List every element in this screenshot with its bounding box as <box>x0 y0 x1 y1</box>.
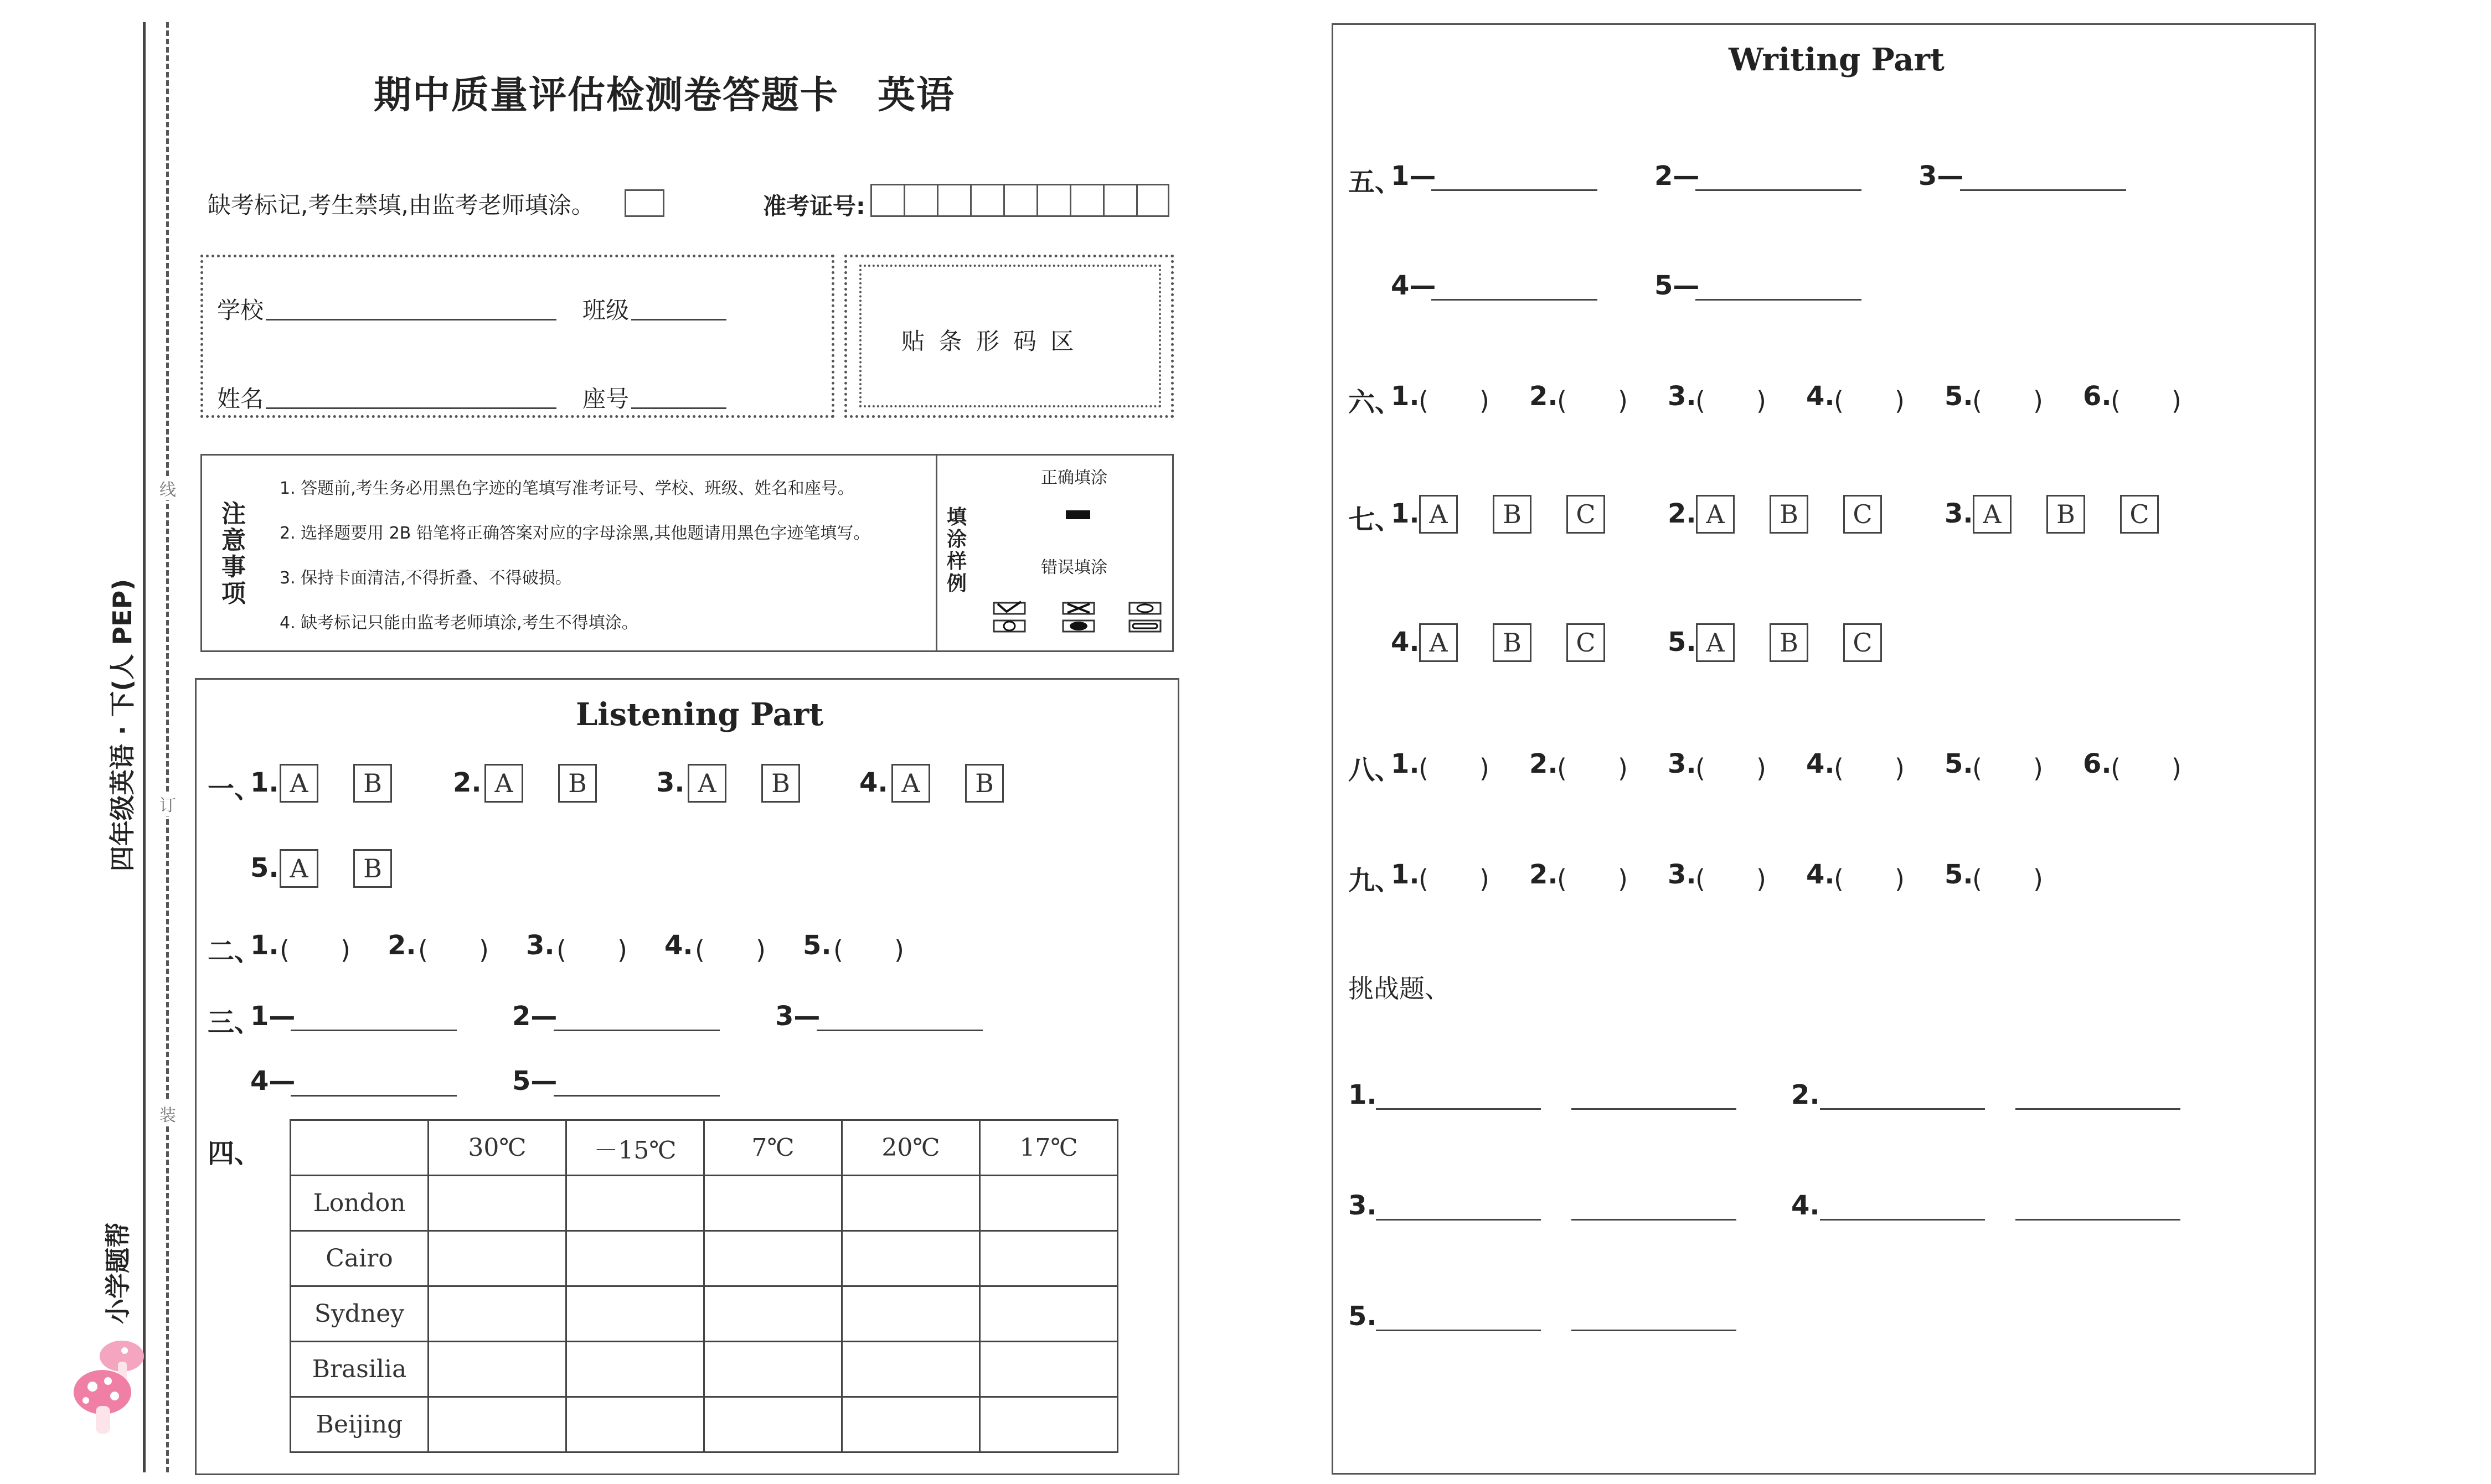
city-label: London <box>291 1176 429 1231</box>
s1-q5-option-b[interactable]: B <box>353 849 392 888</box>
mushroom-icon <box>69 1328 152 1439</box>
cut-mark-ding: 订 <box>159 792 176 816</box>
s1-q5: 5. <box>250 852 279 883</box>
s7-q4-option-c[interactable]: C <box>1566 623 1605 662</box>
table-cell[interactable] <box>704 1231 842 1286</box>
challenge-q4: 4. <box>1791 1190 1820 1221</box>
s9-label: 九、 <box>1348 865 1402 896</box>
table-corner <box>291 1120 429 1176</box>
city-label: Sydney <box>291 1286 429 1342</box>
s6-q1: 1. <box>1391 381 1420 412</box>
notice-item-2: 2. 选择题要用 2B 铅笔将正确答案对应的字母涂黑,其他题请用黑色字迹笔填写。 <box>280 524 870 543</box>
s7-q1: 1. <box>1391 498 1420 529</box>
table-cell[interactable] <box>842 1286 980 1342</box>
s1-q4: 4. <box>859 767 888 798</box>
challenge-q1-field-b[interactable] <box>1571 1108 1736 1110</box>
s1-q1-option-a[interactable]: A <box>280 764 318 803</box>
s6-q1-answer[interactable]: ( ) <box>1419 386 1489 416</box>
s9-q4: 4. <box>1806 859 1835 890</box>
s1-q1: 1. <box>250 767 279 798</box>
s3-q5: 5— <box>512 1066 558 1097</box>
s1-q5-option-a[interactable]: A <box>280 849 318 888</box>
s5-q4: 4— <box>1391 270 1436 301</box>
table-row <box>291 1342 1118 1397</box>
s7-q1-option-c[interactable]: C <box>1566 495 1605 534</box>
s7-q2-option-a[interactable]: A <box>1696 495 1735 534</box>
s6-label: 六、 <box>1348 387 1402 418</box>
challenge-q1-field-a[interactable] <box>1376 1108 1541 1110</box>
s8-q2: 2. <box>1529 748 1558 779</box>
s8-q5: 5. <box>1945 748 1973 779</box>
s7-q2: 2. <box>1668 498 1696 529</box>
s1-q3-option-a[interactable]: A <box>688 764 726 803</box>
temp-header: 20℃ <box>842 1120 980 1176</box>
table-cell[interactable] <box>980 1397 1118 1452</box>
s3-q5-field[interactable] <box>554 1095 720 1097</box>
s5-q1: 1— <box>1391 161 1436 192</box>
s1-label: 一、 <box>208 773 261 804</box>
challenge-q4-field-a[interactable] <box>1820 1219 1985 1221</box>
table-cell[interactable] <box>566 1397 704 1452</box>
s3-q4-field[interactable] <box>291 1095 457 1097</box>
seat-field[interactable] <box>631 407 726 409</box>
spine-dashed-line <box>166 22 169 1472</box>
s8-q3-answer[interactable]: ( ) <box>1695 753 1766 783</box>
table-cell[interactable] <box>566 1342 704 1397</box>
table-cell[interactable] <box>429 1342 566 1397</box>
temp-header: －15℃ <box>566 1120 704 1176</box>
s1-q4-option-b[interactable]: B <box>965 764 1004 803</box>
s7-q4-option-b[interactable]: B <box>1493 623 1531 662</box>
challenge-q3: 3. <box>1348 1190 1377 1221</box>
spine-subject: 四年级英语 · 下(人 PEP) <box>107 578 137 872</box>
challenge-q4-field-b[interactable] <box>2015 1219 2180 1221</box>
s8-q5-answer[interactable]: ( ) <box>1972 753 2043 783</box>
s8-q1-answer[interactable]: ( ) <box>1419 753 1489 783</box>
spine-brand: 小学题帮 <box>103 1222 133 1324</box>
table-cell[interactable] <box>429 1286 566 1342</box>
s7-q3: 3. <box>1945 498 1973 529</box>
s3-q3: 3— <box>775 1001 821 1032</box>
s2-q4: 4. <box>664 930 693 961</box>
s7-q5: 5. <box>1668 627 1696 658</box>
table-cell[interactable] <box>704 1397 842 1452</box>
s7-q4: 4. <box>1391 627 1420 658</box>
writing-title: Writing Part <box>1729 42 1945 78</box>
s7-q3-option-b[interactable]: B <box>2046 495 2085 534</box>
s6-q6-answer[interactable]: ( ) <box>2111 386 2181 416</box>
s2-q3: 3. <box>526 930 555 961</box>
s7-q3-option-a[interactable]: A <box>1973 495 2012 534</box>
table-cell[interactable] <box>842 1397 980 1452</box>
challenge-q3-field-b[interactable] <box>1571 1219 1736 1221</box>
s5-label: 五、 <box>1348 167 1402 198</box>
notice-divider <box>936 454 937 652</box>
table-row <box>291 1286 1118 1342</box>
s6-q5: 5. <box>1945 381 1973 412</box>
s9-q1: 1. <box>1391 859 1420 890</box>
s2-q4-answer[interactable]: ( ) <box>695 935 766 965</box>
s8-q6-answer[interactable]: ( ) <box>2111 753 2181 783</box>
absent-mark-box[interactable] <box>625 189 664 217</box>
city-label: Brasilia <box>291 1342 429 1397</box>
s9-q5-answer[interactable]: ( ) <box>1972 864 2043 894</box>
s2-q5-answer[interactable]: ( ) <box>833 935 904 965</box>
s6-q2: 2. <box>1529 381 1558 412</box>
s2-q1: 1. <box>250 930 279 961</box>
challenge-q1: 1. <box>1348 1079 1377 1110</box>
class-label: 班级 <box>582 297 630 324</box>
table-cell[interactable] <box>704 1342 842 1397</box>
s6-q6: 6. <box>2083 381 2112 412</box>
wrong-fill-label: 错误填涂 <box>1041 558 1107 577</box>
s9-q2: 2. <box>1529 859 1558 890</box>
table-cell[interactable] <box>429 1397 566 1452</box>
s3-q1: 1— <box>250 1001 296 1032</box>
page-title: 期中质量评估检测卷答题卡 英语 <box>374 73 956 117</box>
s2-q2: 2. <box>388 930 416 961</box>
table-row <box>291 1231 1118 1286</box>
s5-q4-field[interactable] <box>1431 299 1597 301</box>
s8-q6: 6. <box>2083 748 2112 779</box>
s6-q4: 4. <box>1806 381 1835 412</box>
name-field[interactable] <box>266 407 556 409</box>
s5-q5: 5— <box>1654 270 1700 301</box>
s7-q5-option-b[interactable]: B <box>1770 623 1808 662</box>
s7-q5-option-a[interactable]: A <box>1696 623 1735 662</box>
s2-label: 二、 <box>208 936 261 967</box>
challenge-q5: 5. <box>1348 1301 1377 1332</box>
temp-header: 30℃ <box>429 1120 566 1176</box>
notice-item-1: 1. 答题前,考生务必用黑色字迹的笔填写准考证号、学校、班级、姓名和座号。 <box>280 479 854 498</box>
s5-q3-field[interactable] <box>1960 189 2126 191</box>
table-cell[interactable] <box>566 1231 704 1286</box>
s4-label: 四、 <box>208 1138 261 1169</box>
wrong-fill-samples <box>991 601 1163 639</box>
table-row <box>291 1397 1118 1452</box>
temp-header: 7℃ <box>704 1120 842 1176</box>
school-label: 学校 <box>217 297 264 324</box>
s2-q5: 5. <box>803 930 832 961</box>
s1-q4-option-a[interactable]: A <box>891 764 930 803</box>
s7-q2-option-b[interactable]: B <box>1770 495 1808 534</box>
s8-label: 八、 <box>1348 754 1402 785</box>
table-cell[interactable] <box>429 1176 566 1231</box>
cut-mark-zhuang: 装 <box>159 1102 176 1126</box>
challenge-q5-field-a[interactable] <box>1376 1330 1541 1331</box>
s8-q4-answer[interactable]: ( ) <box>1834 753 1905 783</box>
table-cell[interactable] <box>980 1176 1118 1231</box>
s1-q1-option-b[interactable]: B <box>353 764 392 803</box>
s2-q2-answer[interactable]: ( ) <box>418 935 489 965</box>
s9-q3-answer[interactable]: ( ) <box>1695 864 1766 894</box>
table-cell[interactable] <box>842 1176 980 1231</box>
s1-q2: 2. <box>453 767 482 798</box>
s5-q5-field[interactable] <box>1695 299 1861 301</box>
s7-q4-option-a[interactable]: A <box>1419 623 1458 662</box>
spine-solid-line <box>143 22 146 1472</box>
s7-q5-option-c[interactable]: C <box>1843 623 1882 662</box>
table-cell[interactable] <box>842 1231 980 1286</box>
absent-mark-label: 缺考标记,考生禁填,由监考老师填涂。 <box>208 192 595 219</box>
s8-q1: 1. <box>1391 748 1420 779</box>
name-label: 姓名 <box>217 385 264 412</box>
barcode-label: 贴 条 形 码 区 <box>901 328 1077 355</box>
s8-q2-answer[interactable]: ( ) <box>1557 753 1628 783</box>
listening-title: Listening Part <box>576 696 824 733</box>
s7-q3-option-c[interactable]: C <box>2120 495 2159 534</box>
s5-q3: 3— <box>1918 161 1964 192</box>
s9-q5: 5. <box>1945 859 1973 890</box>
correct-fill-label: 正确填涂 <box>1041 468 1107 488</box>
s7-q1-option-a[interactable]: A <box>1419 495 1458 534</box>
s2-q1-answer[interactable]: ( ) <box>280 935 350 965</box>
student-info-box <box>200 255 834 418</box>
weather-table <box>290 1119 1118 1453</box>
s5-q2: 2— <box>1654 161 1700 192</box>
s8-q3: 3. <box>1668 748 1696 779</box>
class-field[interactable] <box>631 319 726 320</box>
table-cell[interactable] <box>566 1286 704 1342</box>
s2-q3-answer[interactable]: ( ) <box>556 935 627 965</box>
table-cell[interactable] <box>704 1286 842 1342</box>
s3-q3-field[interactable] <box>817 1030 983 1031</box>
challenge-q3-field-a[interactable] <box>1376 1219 1541 1221</box>
table-cell[interactable] <box>842 1342 980 1397</box>
s3-q4: 4— <box>250 1066 296 1097</box>
s3-q1-field[interactable] <box>291 1030 457 1031</box>
challenge-label: 挑战题、 <box>1348 974 1450 1004</box>
table-cell[interactable] <box>980 1286 1118 1342</box>
s1-q2-option-a[interactable]: A <box>484 764 523 803</box>
s3-label: 三、 <box>208 1007 261 1038</box>
exam-no-label: 准考证号: <box>763 193 865 220</box>
exam-no-boxes[interactable] <box>870 184 1169 217</box>
s5-q2-field[interactable] <box>1695 189 1861 191</box>
seat-label: 座号 <box>582 385 630 412</box>
table-cell[interactable] <box>704 1176 842 1231</box>
s9-q2-answer[interactable]: ( ) <box>1557 864 1628 894</box>
table-cell[interactable] <box>980 1231 1118 1286</box>
table-cell[interactable] <box>566 1176 704 1231</box>
table-row <box>291 1176 1118 1231</box>
s3-q2-field[interactable] <box>554 1030 720 1031</box>
correct-fill-sample <box>1066 510 1090 519</box>
notice-item-4: 4. 缺考标记只能由监考老师填涂,考生不得填涂。 <box>280 613 638 633</box>
s1-q3: 3. <box>656 767 685 798</box>
s6-q3: 3. <box>1668 381 1696 412</box>
challenge-q2-field-b[interactable] <box>2015 1108 2180 1110</box>
s9-q1-answer[interactable]: ( ) <box>1419 864 1489 894</box>
school-field[interactable] <box>266 319 556 320</box>
table-cell[interactable] <box>429 1231 566 1286</box>
s5-q1-field[interactable] <box>1431 189 1597 191</box>
challenge-q2: 2. <box>1791 1079 1820 1110</box>
s7-q1-option-b[interactable]: B <box>1493 495 1531 534</box>
notice-item-3: 3. 保持卡面清洁,不得折叠、不得破损。 <box>280 568 572 588</box>
challenge-q2-field-a[interactable] <box>1820 1108 1985 1110</box>
sample-title: 填涂样例 <box>947 506 967 595</box>
city-label: Cairo <box>291 1231 429 1286</box>
s9-q4-answer[interactable]: ( ) <box>1834 864 1905 894</box>
s1-q3-option-b[interactable]: B <box>761 764 800 803</box>
s6-q3-answer[interactable]: ( ) <box>1695 386 1766 416</box>
temp-header: 17℃ <box>980 1120 1118 1176</box>
s6-q4-answer[interactable]: ( ) <box>1834 386 1905 416</box>
s6-q5-answer[interactable]: ( ) <box>1972 386 2043 416</box>
s8-q4: 4. <box>1806 748 1835 779</box>
cut-mark-xian: 线 <box>159 476 176 500</box>
s1-q2-option-b[interactable]: B <box>558 764 597 803</box>
table-cell[interactable] <box>980 1342 1118 1397</box>
s6-q2-answer[interactable]: ( ) <box>1557 386 1628 416</box>
city-label: Beijing <box>291 1397 429 1452</box>
notice-title: 注意事项 <box>221 500 246 608</box>
s7-label: 七、 <box>1348 504 1402 535</box>
table-row <box>291 1120 1118 1176</box>
s3-q2: 2— <box>512 1001 558 1032</box>
s9-q3: 3. <box>1668 859 1696 890</box>
s7-q2-option-c[interactable]: C <box>1843 495 1882 534</box>
challenge-q5-field-b[interactable] <box>1571 1330 1736 1331</box>
